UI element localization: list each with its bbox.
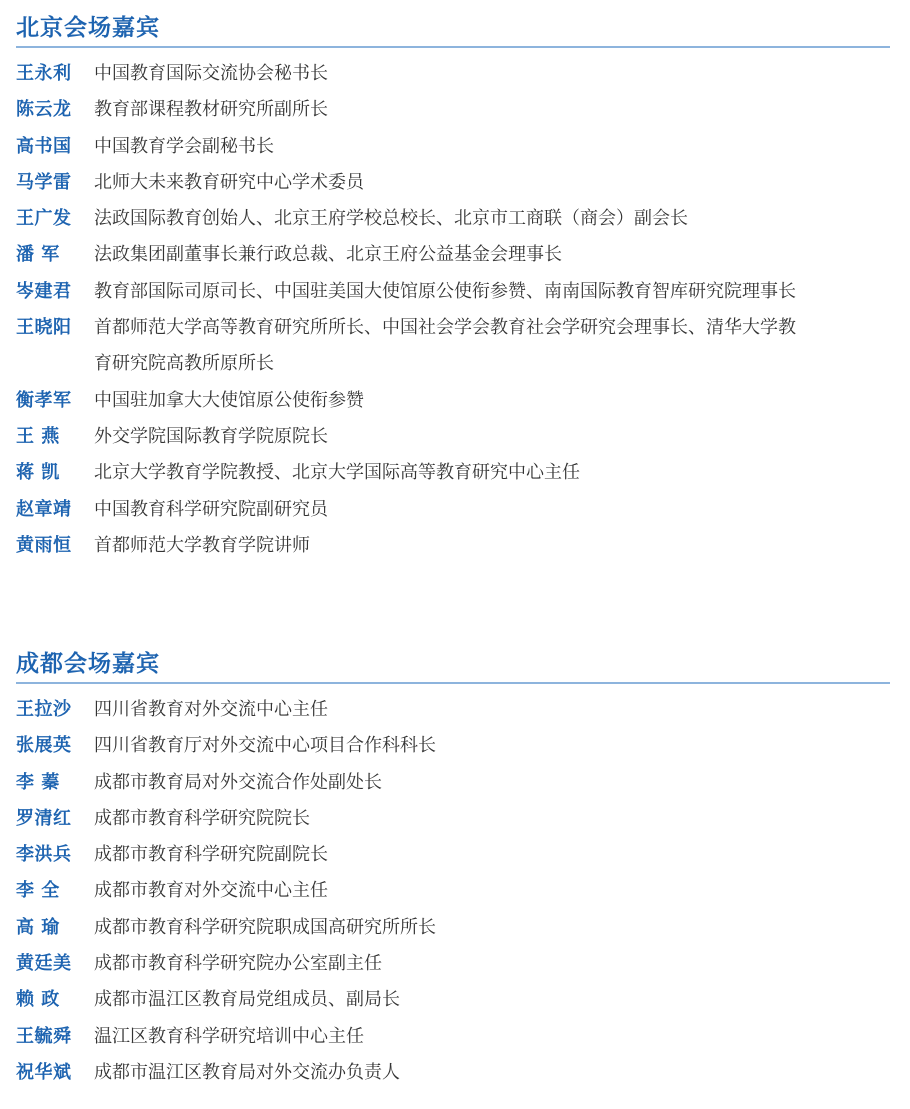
guest-title: 首都师范大学高等教育研究所所长、中国社会学会教育社会学研究会理事长、清华大学教 育研究院高教所原所长: [94, 317, 796, 375]
guest-row: [16, 873, 890, 909]
guest-row: [16, 237, 890, 273]
guest-row: [16, 56, 890, 92]
guest-title: 中国驻加拿大大使馆原公使衔参赞: [94, 389, 364, 411]
beijing-section: [16, 12, 890, 564]
guest-title: 教育部国际司原司长、中国驻美国大使馆原公使衔参赞、南南国际教育智库研究院理事长: [94, 280, 796, 302]
guest-row: [16, 765, 890, 801]
guest-name: 高 瑜: [16, 916, 60, 938]
guest-title: 首都师范大学教育学院讲师: [94, 534, 310, 556]
guest-name: 李洪兵: [16, 844, 72, 866]
guest-name: 王广发: [16, 208, 72, 230]
guest-row: [16, 982, 890, 1018]
guest-row: [16, 129, 890, 165]
guest-row: [16, 946, 890, 982]
guest-title: 成都市教育科学研究院副院长: [94, 844, 328, 866]
guest-title: 外交学院国际教育学院原院长: [94, 425, 328, 447]
guest-title: 法政国际教育创始人、北京王府学校总校长、北京市工商联（商会）副会长: [94, 208, 688, 230]
guest-title: 中国教育国际交流协会秘书长: [94, 63, 328, 84]
guest-title: 法政集团副董事长兼行政总裁、北京王府公益基金会理事长: [94, 244, 562, 266]
guest-title: 成都市温江区教育局对外交流办负责人: [94, 1061, 400, 1083]
guest-name: 王 燕: [16, 425, 60, 447]
guest-list-beijing: [16, 56, 890, 564]
guest-title: 温江区教育科学研究培训中心主任: [94, 1025, 364, 1047]
guest-name: 赖 政: [16, 989, 60, 1011]
guest-name: 王晓阳: [16, 317, 72, 339]
section-title-beijing: 北京会场嘉宾: [16, 15, 160, 41]
guest-title: 四川省教育对外交流中心主任: [94, 699, 328, 720]
guest-name: 王永利: [16, 63, 72, 84]
guest-title: 四川省教育厅对外交流中心项目合作科科长: [94, 735, 436, 757]
guest-name: 王拉沙: [16, 699, 72, 720]
guest-name: 潘 军: [16, 244, 60, 266]
guest-name: 衡孝军: [16, 389, 72, 411]
guest-title: 成都市教育对外交流中心主任: [94, 880, 328, 902]
section-divider: [16, 46, 890, 48]
guest-row: [16, 1019, 890, 1055]
guest-row: [16, 165, 890, 201]
guest-name: 黄廷美: [16, 953, 72, 975]
chengdu-section: [16, 648, 890, 1091]
guest-name: 马学雷: [16, 171, 72, 193]
guest-row: [16, 419, 890, 455]
guest-name: 黄雨恒: [16, 534, 72, 556]
guest-name: 赵章靖: [16, 498, 72, 520]
guest-title: 中国教育科学研究院副研究员: [94, 498, 328, 520]
section-divider: [16, 682, 890, 684]
guest-name: 陈云龙: [16, 99, 72, 121]
guest-row: [16, 1055, 890, 1091]
guest-name: 王毓舜: [16, 1025, 72, 1047]
guest-row: [16, 383, 890, 419]
guest-row: [16, 528, 890, 564]
guest-name: 李 全: [16, 880, 60, 902]
guest-row: [16, 837, 890, 873]
guest-row: [16, 801, 890, 837]
guest-row: [16, 728, 890, 764]
guest-title: 教育部课程教材研究所副所长: [94, 99, 328, 121]
guest-name: 岑建君: [16, 280, 72, 302]
guest-title: 成都市教育科学研究院办公室副主任: [94, 953, 382, 975]
guest-row: [16, 274, 890, 310]
guest-title: 成都市温江区教育局党组成员、副局长: [94, 989, 400, 1011]
guest-name: 祝华斌: [16, 1061, 72, 1083]
guest-name: 张展英: [16, 735, 72, 757]
guest-row: [16, 492, 890, 528]
guest-row: [16, 201, 890, 237]
guest-name: 罗清红: [16, 807, 72, 829]
guest-title: 中国教育学会副秘书长: [94, 135, 274, 157]
guest-list-chengdu: [16, 692, 890, 1091]
guest-title: 北京大学教育学院教授、北京大学国际高等教育研究中心主任: [94, 462, 580, 484]
guest-row: [16, 692, 890, 728]
guest-name: 李 蓁: [16, 771, 60, 793]
guest-row: [16, 92, 890, 128]
guest-title: 成都市教育科学研究院职成国高研究所所长: [94, 916, 436, 938]
guest-name: 高书国: [16, 135, 72, 157]
section-title-chengdu: 成都会场嘉宾: [16, 651, 160, 677]
guest-title: 成都市教育科学研究院院长: [94, 807, 310, 829]
guest-row: [16, 910, 890, 946]
guest-name: 蒋 凯: [16, 462, 60, 484]
guest-title: 北师大未来教育研究中心学术委员: [94, 171, 364, 193]
guest-row: [16, 310, 890, 383]
guest-row: [16, 455, 890, 491]
guest-title: 成都市教育局对外交流合作处副处长: [94, 771, 382, 793]
